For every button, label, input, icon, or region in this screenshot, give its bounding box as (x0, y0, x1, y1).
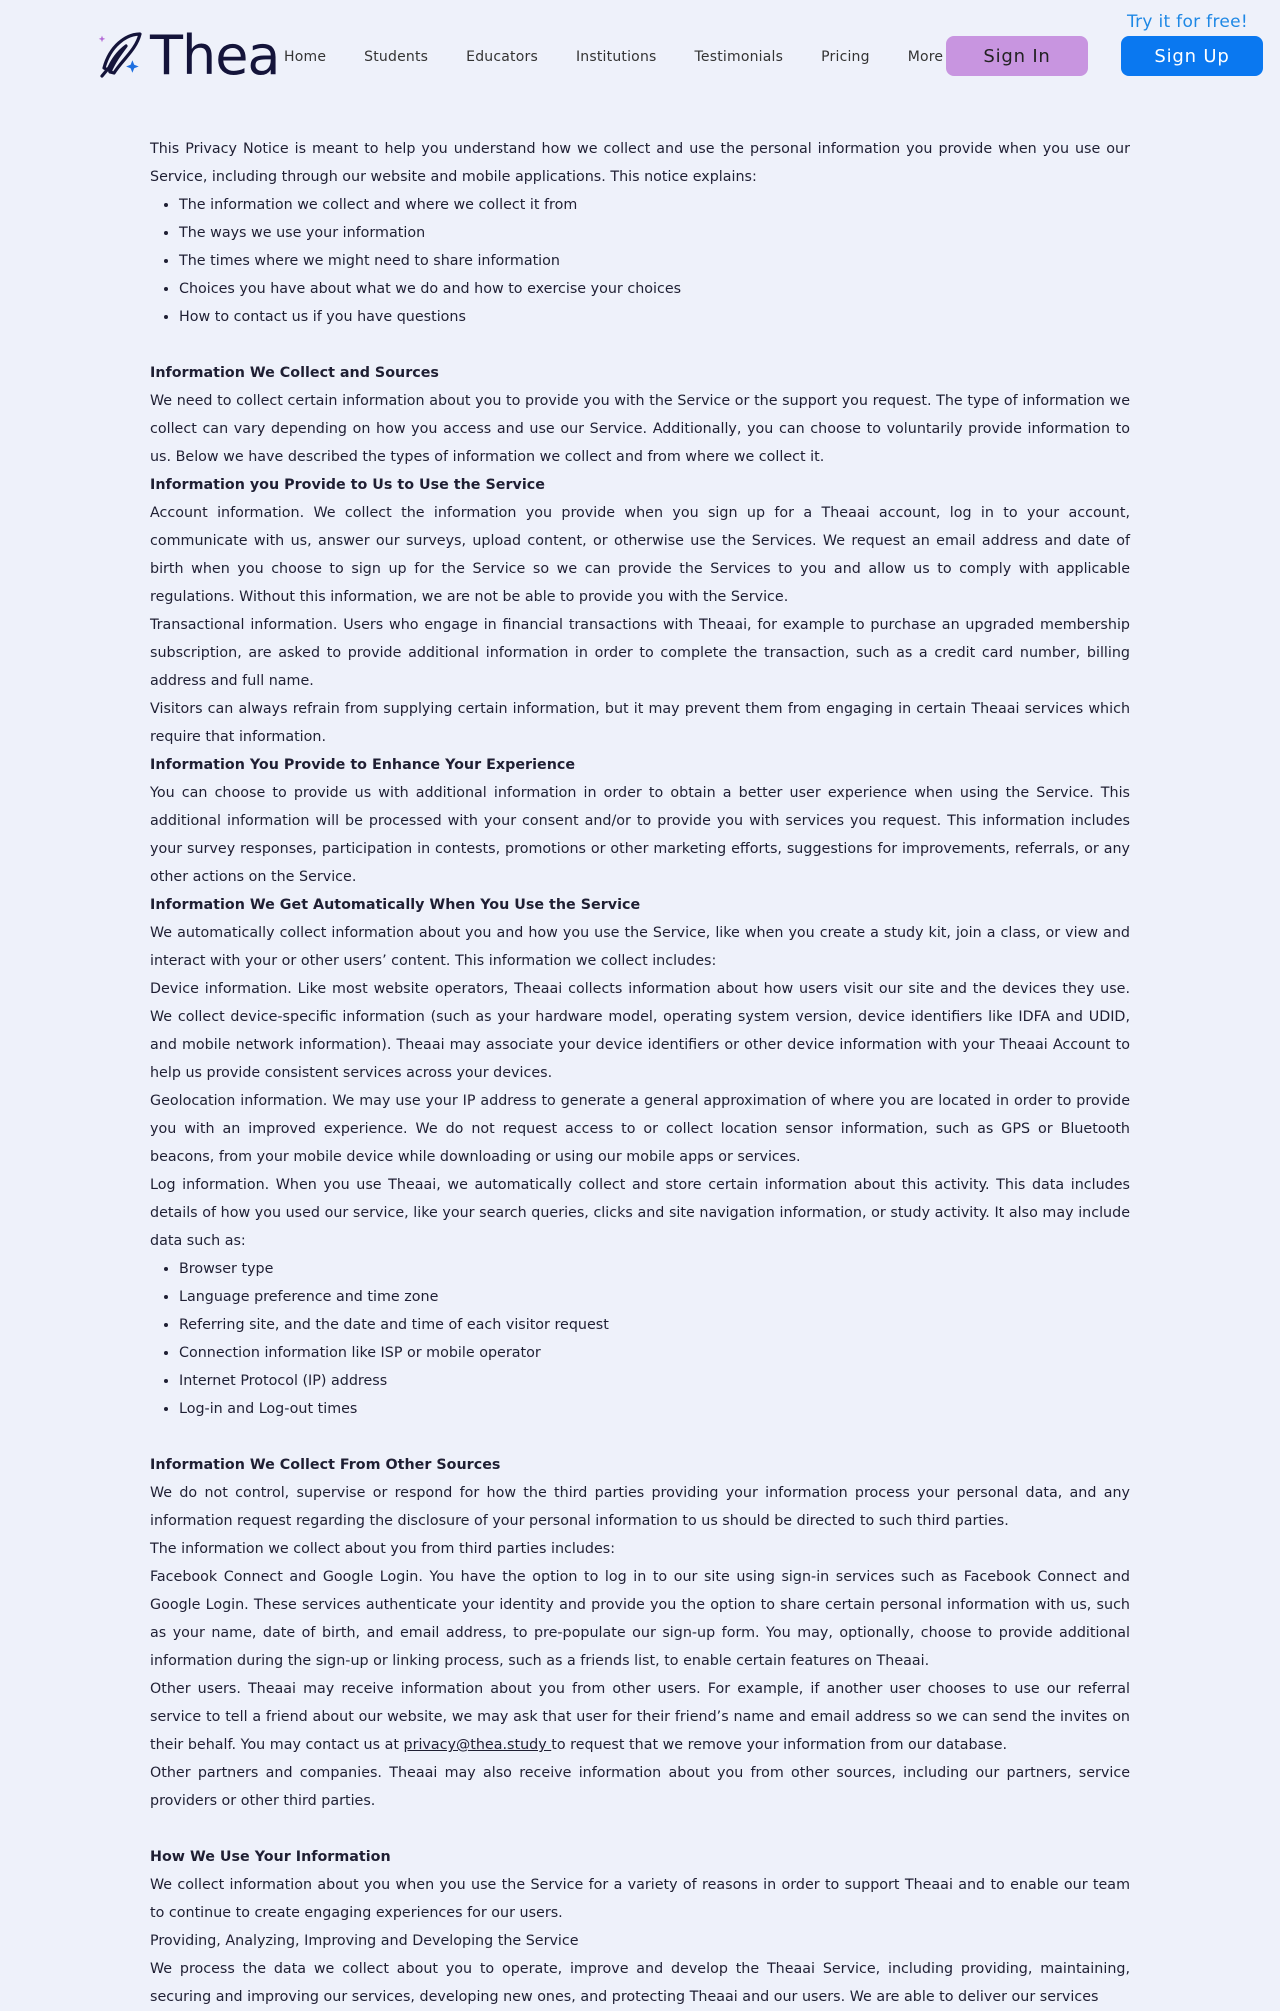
paragraph: We process the data we collect about you to operate, improve and develop the Theaai Service, including providing, maintaining, securing and improving our services, developing new ones, and protecting Theaai and our users. We are able to deliver our services (150, 1961, 1130, 2005)
sign-in-button[interactable]: Sign In (946, 36, 1088, 76)
paragraph: Visitors can always refrain from supplying certain information, but it may prevent them from engaging in certain Theaai services which require that information. (150, 701, 1130, 745)
log-data-list (150, 1255, 1130, 1423)
list-item: • The ways we use your information (179, 219, 1130, 247)
spacer (150, 1423, 1130, 1451)
paragraph: We need to collect certain information about you to provide you with the Service or the support you request. The type of information we collect can vary depending on how you access and use our Service. Additionally, you can choose to voluntarily provide information to us. Below we have described the types of information we collect and from where we collect it. (150, 393, 1130, 465)
nav-item-pricing[interactable]: Pricing (821, 49, 870, 65)
list-item: • The times where we might need to share information (179, 247, 1130, 275)
sign-up-button[interactable]: Sign Up (1121, 36, 1263, 76)
list-item: • Connection information like ISP or mobile operator (179, 1339, 1130, 1367)
list-item: • Referring site, and the date and time of each visitor request (179, 1311, 1130, 1339)
nav-item-institutions[interactable]: Institutions (575, 49, 657, 65)
paragraph: The information we collect about you from third parties includes: (150, 1541, 616, 1557)
brand-name: Thea (150, 24, 280, 87)
paragraph: Other partners and companies. Theaai may also receive information about you from other sources, including our partners, service providers or other third parties. (150, 1765, 1130, 1809)
spacer (150, 331, 1130, 359)
brand-logo[interactable] (96, 24, 280, 87)
privacy-email-link[interactable]: privacy@thea.study (403, 1737, 552, 1753)
spacer (150, 1815, 1130, 1843)
list-item: • Browser type (179, 1255, 1130, 1283)
section-heading-other-sources: Information We Collect From Other Sources (150, 1457, 501, 1473)
paragraph: We collect information about you when you use the Service for a variety of reasons in order to support Theaai and to enable our team to continue to create engaging experiences for our users. (150, 1877, 1130, 1921)
section-heading-provide: Information you Provide to Us to Use the Service (150, 477, 545, 493)
paragraph: Device information. Like most website operators, Theaai collects information about how users visit our site and the devices they use. We collect device-specific information (such as your hardware model, operating system version, device identifiers like IDFA and UDID, and mobile network information). Theaai may associate your device identifiers or other device information with your Theaai Account to help us provide consistent services across your devices. (150, 981, 1130, 1081)
list-item: • The information we collect and where we collect it from (179, 191, 1130, 219)
section-heading-use: How We Use Your Information (150, 1849, 391, 1865)
nav-item-home[interactable]: Home (284, 49, 327, 65)
feather-quill-icon (96, 30, 146, 82)
intro-list (150, 191, 1130, 331)
nav-item-educators[interactable]: Educators (466, 49, 538, 65)
list-item: • Log-in and Log-out times (179, 1395, 1130, 1423)
main-navigation (284, 44, 981, 70)
paragraph: We do not control, supervise or respond for how the third parties providing your information process your personal data, and any information request regarding the disclosure of your personal information to us should be directed to such third parties. (150, 1485, 1130, 1529)
paragraph: Facebook Connect and Google Login. You have the option to log in to our site using sign-in services such as Facebook Connect and Google Login. These services authenticate your identity and provide you the option to share certain personal information with us, such as your name, date of birth, and email address, to pre-populate our sign-up form. You may, optionally, choose to provide additional information during the sign-up or linking process, such as a friends list, to enable certain features on Theaai. (150, 1569, 1130, 1669)
nav-item-students[interactable]: Students (364, 49, 429, 65)
paragraph: We automatically collect information about you and how you use the Service, like when you create a study kit, join a class, or view and interact with your or other users’ content. This information we collect includes: (150, 925, 1130, 969)
section-heading-collect: Information We Collect and Sources (150, 365, 439, 381)
paragraph: Providing, Analyzing, Improving and Developing the Service (150, 1933, 579, 1949)
try-free-link[interactable]: Try it for free! (1126, 12, 1248, 32)
paragraph: You can choose to provide us with additional information in order to obtain a better user experience when using the Service. This additional information will be processed with your consent and/or to provide you with services you request. This information includes your survey responses, participation in contests, promotions or other marketing efforts, suggestions for improvements, referrals, or any other actions on the Service. (150, 785, 1130, 885)
list-item: • Internet Protocol (IP) address (179, 1367, 1130, 1395)
paragraph: Log information. When you use Theaai, we automatically collect and store certain information about this activity. This data includes details of how you used our service, like your search queries, clicks and site navigation information, or study activity. It also may include data such as: (150, 1177, 1130, 1249)
list-item: • Choices you have about what we do and how to exercise your choices (179, 275, 1130, 303)
site-header (0, 0, 1280, 110)
section-heading-automatic: Information We Get Automatically When You Use the Service (150, 897, 641, 913)
paragraph (150, 1675, 1130, 1759)
list-item: • How to contact us if you have questions (179, 303, 1130, 331)
paragraph: Account information. We collect the information you provide when you sign up for a Theaai account, log in to your account, communicate with us, answer our surveys, upload content, or otherwise use the Services. We request an email address and date of birth when you choose to sign up for the Service so we can provide the Services to you and allow us to comply with applicable regulations. Without this information, we are not be able to provide you with the Service. (150, 505, 1130, 605)
nav-item-more[interactable]: More (907, 49, 944, 65)
section-heading-enhance: Information You Provide to Enhance Your Experience (150, 757, 576, 773)
paragraph: Geolocation information. We may use your IP address to generate a general approximation of where you are located in order to provide you with an improved experience. We do not request access to or collect location sensor information, such as GPS or Bluetooth beacons, from your mobile device while downloading or using our mobile apps or services. (150, 1093, 1130, 1165)
intro-paragraph: This Privacy Notice is meant to help you understand how we collect and use the personal information you provide when you use our Service, including through our website and mobile applications. This notice explains: (150, 141, 1130, 185)
paragraph-text: to request that we remove your information from our database. (551, 1737, 1008, 1753)
nav-item-testimonials[interactable]: Testimonials (694, 49, 784, 65)
paragraph: Transactional information. Users who engage in financial transactions with Theaai, for example to purchase an upgraded membership subscription, are asked to provide additional information in order to complete the transaction, such as a credit card number, billing address and full name. (150, 617, 1130, 689)
paragraph-text: Other users. Theaai may receive information about you from other users. For example, if another user chooses to use our referral service to tell a friend about our website, we may ask that user for their friend’s name and email address so we can send the invites on their behalf. You may contact us at (150, 1681, 1130, 1753)
privacy-notice-content (150, 135, 1130, 2011)
list-item: • Language preference and time zone (179, 1283, 1130, 1311)
